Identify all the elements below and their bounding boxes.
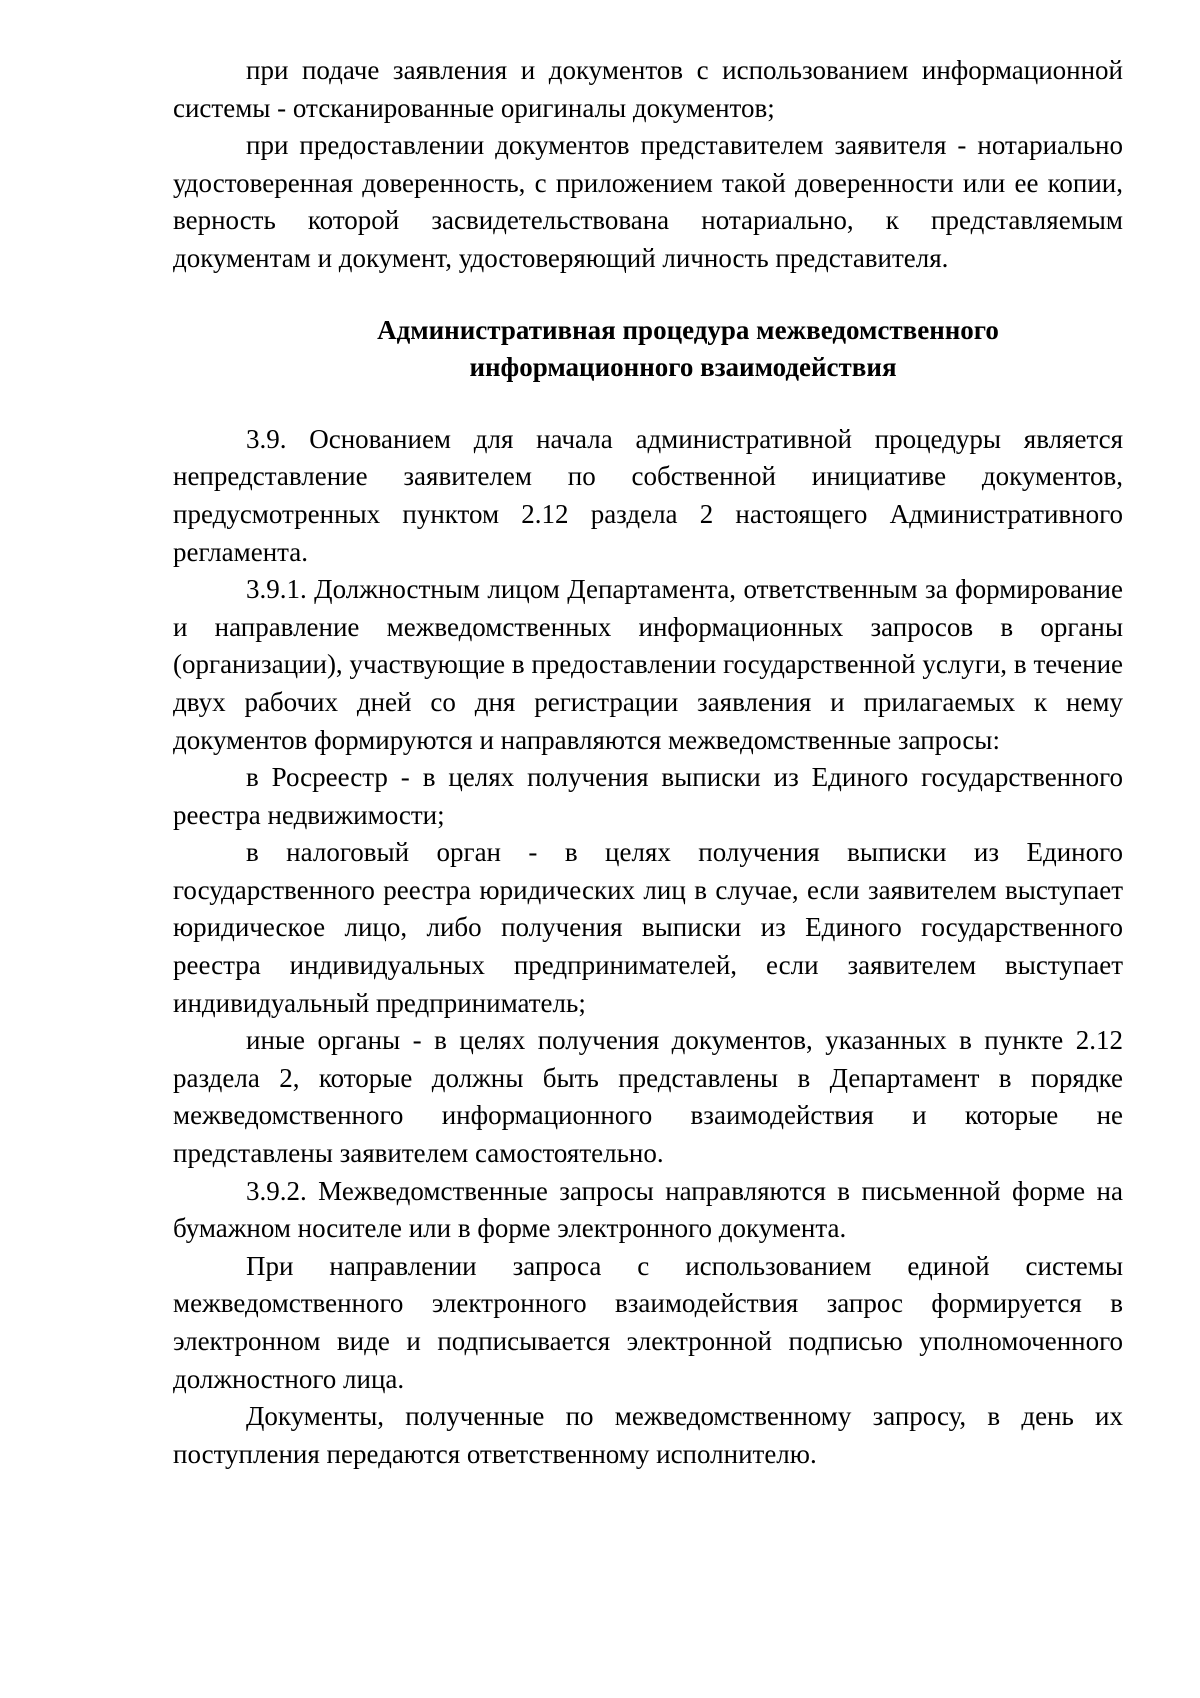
section-heading-line-1: Административная процедура межведомственного xyxy=(377,314,999,345)
section-heading-line-2: информационного взаимодействия xyxy=(469,352,897,383)
paragraph-representative-documents: при предоставлении документов представителем заявителя - нотариально удостоверенная доверенность, с приложением такой доверенности или ее копии, верность которой засвидетельствована нотариально, к представляемым документам и документ, удостоверяющий личность представителя. xyxy=(173,130,1123,273)
document-body xyxy=(173,52,1123,1473)
paragraph-3-9-2: 3.9.2. Межведомственные запросы направляются в письменной форме на бумажном носителе или в форме электронного документа. xyxy=(173,1175,1123,1244)
section-heading xyxy=(173,312,1123,387)
paragraph-documents-received: Документы, полученные по межведомственному запросу, в день их поступления передаются ответственному исполнителю. xyxy=(173,1401,1123,1469)
paragraph-tax-authority: в налоговый орган - в целях получения выписки из Единого государственного реестра юридических лиц в случае, если заявителем выступает юридическое лицо, либо получения выписки из Единого государственного реестра индивидуальных предпринимателей, если заявителем выступает индивидуальный предприниматель; xyxy=(173,837,1123,1018)
paragraph-3-9: 3.9. Основанием для начала административной процедуры является непредставление заявителем по собственной инициативе документов, предусмотренных пунктом 2.12 раздела 2 настоящего Административного регламента. xyxy=(173,423,1123,567)
paragraph-rosreestr: в Росреестр - в целях получения выписки из Единого государственного реестра недвижимости; xyxy=(173,762,1123,830)
paragraph-scanned-originals: при подаче заявления и документов с использованием информационной системы - отсканированные оригиналы документов; xyxy=(173,55,1123,123)
paragraph-electronic-request: При направлении запроса с использованием единой системы межведомственного электронного взаимодействия запрос формируется в электронном виде и подписывается электронной подписью уполномоченного должностного лица. xyxy=(173,1250,1123,1394)
paragraph-3-9-1: 3.9.1. Должностным лицом Департамента, ответственным за формирование и направление межведомственных информационных запросов в органы (организации), участвующие в предоставлении государственной услуги, в течение двух рабочих дней со дня регистрации заявления и прилагаемых к нему документов формируются и направляются межведомственные запросы: xyxy=(173,574,1123,755)
paragraph-other-authorities: иные органы - в целях получения документов, указанных в пункте 2.12 раздела 2, которые должны быть представлены в Департамент в порядке межведомственного информационного взаимодействия и которые не представлены заявителем самостоятельно. xyxy=(173,1025,1123,1169)
